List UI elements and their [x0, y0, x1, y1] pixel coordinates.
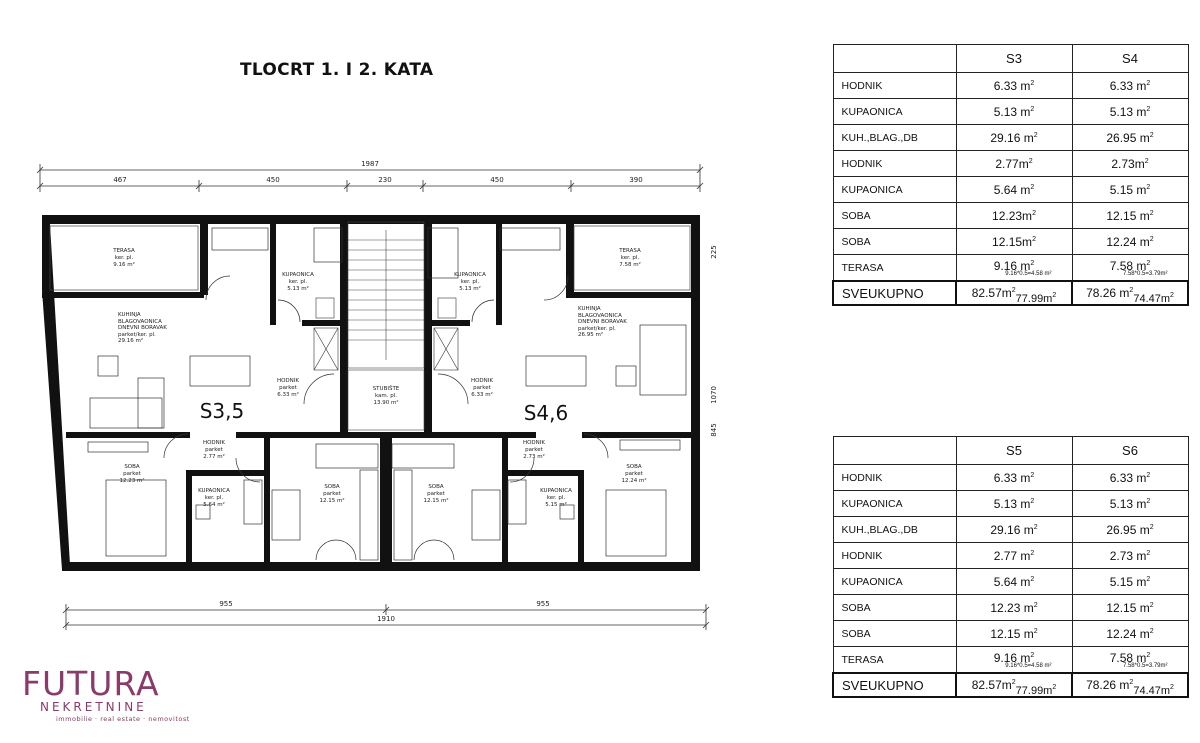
table-row [833, 125, 1188, 151]
svg-text:HODNIK: HODNIK [276, 378, 300, 384]
area-value: 5.13 m 2 [994, 497, 1035, 511]
svg-text:parket: parket [625, 471, 643, 477]
column-header: S4 [1072, 45, 1188, 73]
svg-text:ker. pl.: ker. pl. [204, 495, 224, 501]
table-row [833, 569, 1188, 595]
dim-top-3: 230 [378, 176, 392, 184]
svg-text:5.64 m²: 5.64 m² [203, 502, 225, 508]
room-label [119, 464, 144, 484]
row-label: HODNIK [833, 73, 956, 99]
svg-text:7.58 m²: 7.58 m² [619, 262, 641, 268]
room-label [454, 272, 486, 292]
svg-text:5.13 m²: 5.13 m² [459, 286, 481, 292]
svg-text:parket: parket [525, 447, 543, 453]
area-value: 12.15m 2 [992, 235, 1036, 249]
svg-text:KUPAONICA: KUPAONICA [198, 488, 230, 494]
room-label [471, 378, 493, 398]
svg-text:ker. pl.: ker. pl. [460, 279, 480, 285]
area-value: 6.33 m 2 [994, 79, 1035, 93]
area-value: 7.58 m 2 [1110, 651, 1151, 665]
svg-text:kam. pl.: kam. pl. [374, 393, 398, 399]
room-label: KUHINJA BLAGOVAONICA DNEVNI BORAVAKparket/ker. pl.26.95 m² [578, 306, 627, 338]
svg-text:9.16 m²: 9.16 m² [113, 262, 135, 268]
area-value: 12.15 m 2 [990, 627, 1037, 641]
svg-text:TERASA: TERASA [619, 248, 641, 254]
row-label: SOBA [833, 229, 956, 255]
area-value: 6.33 m 2 [994, 471, 1035, 485]
room-label [423, 484, 448, 504]
area-value: 12.15 m 2 [1106, 209, 1153, 223]
svg-text:SOBA: SOBA [124, 464, 140, 470]
logo-name: FUTURA [22, 664, 160, 703]
svg-text:ker. pl.: ker. pl. [288, 279, 308, 285]
area-note: 7.58*0.5=3.79m² [1122, 662, 1168, 669]
area-value: 5.15 m 2 [1110, 575, 1151, 589]
svg-text:ker. pl.: ker. pl. [114, 255, 134, 261]
dim-top-2: 450 [266, 176, 280, 184]
area-value: 6.33 m 2 [1110, 471, 1151, 485]
area-value: 2.73m 2 [1111, 157, 1148, 171]
area-table-s5-s6 [832, 436, 1189, 698]
svg-text:HODNIK: HODNIK [470, 378, 494, 384]
area-value: 5.64 m 2 [994, 183, 1035, 197]
row-label: KUPAONICA [833, 491, 956, 517]
table-row [833, 229, 1188, 255]
table-row [833, 73, 1188, 99]
table-row [833, 465, 1188, 491]
row-label: TERASA [833, 647, 956, 674]
area-value: 2.77m 2 [995, 157, 1032, 171]
area-value: 6.33 m 2 [1110, 79, 1151, 93]
svg-text:5.13 m²: 5.13 m² [287, 286, 309, 292]
exterior-walls [42, 215, 700, 571]
room-label [373, 385, 400, 406]
room-label [198, 488, 230, 508]
area-value: 2.77 m 2 [994, 549, 1035, 563]
table-row [833, 595, 1188, 621]
area-value: 12.24 m 2 [1106, 627, 1153, 641]
logo-tagline: immobilie · real estate · nemovitost [56, 715, 190, 723]
total-value: 82.57m 2 [972, 678, 1016, 692]
total-value: 78.26 m 2 [1086, 678, 1133, 692]
area-value: 5.13 m 2 [994, 105, 1035, 119]
table-row [833, 177, 1188, 203]
table-corner [833, 437, 956, 465]
dim-right-top: 225 [710, 245, 718, 259]
area-value: 26.95 m 2 [1106, 131, 1153, 145]
svg-text:13.90 m²: 13.90 m² [373, 400, 399, 406]
svg-text:12.23 m²: 12.23 m² [119, 478, 145, 484]
svg-text:TERASA: TERASA [113, 248, 135, 254]
row-label: KUH.,BLAG.,DB [833, 125, 956, 151]
row-label: KUPAONICA [833, 177, 956, 203]
table-row [833, 647, 1188, 674]
top-dimension-lines [37, 164, 703, 192]
area-value: 12.15 m 2 [1106, 601, 1153, 615]
area-value: 5.64 m 2 [994, 575, 1035, 589]
room-label [282, 272, 314, 292]
svg-text:parket: parket [473, 385, 491, 391]
area-value: 7.58 m 2 [1110, 259, 1151, 273]
unit-label-right: S4,6 [523, 401, 569, 425]
dim-top-1: 467 [113, 176, 127, 184]
svg-text:parket: parket [279, 385, 297, 391]
svg-text:parket: parket [323, 491, 341, 497]
dim-overall-top: 1987 [361, 160, 379, 168]
table-row [833, 203, 1188, 229]
column-header: S5 [956, 437, 1072, 465]
area-table-s3-s4 [832, 44, 1189, 306]
svg-text:6.33 m²: 6.33 m² [471, 392, 493, 398]
table-row [833, 491, 1188, 517]
room-label: KUHINJA BLAGOVAONICA DNEVNI BORAVAKparket/ker. pl.29.16 m² [118, 312, 167, 344]
row-label: HODNIK [833, 543, 956, 569]
row-label: KUPAONICA [833, 99, 956, 125]
dim-right-lower: 845 [710, 423, 718, 437]
table-row [833, 543, 1188, 569]
futura-logo [22, 664, 212, 724]
row-label: SOBA [833, 621, 956, 647]
svg-text:SOBA: SOBA [428, 484, 444, 490]
svg-text:ker. pl.: ker. pl. [546, 495, 566, 501]
room-label [319, 484, 344, 504]
table-row [833, 621, 1188, 647]
room-label [203, 440, 225, 460]
row-label: SOBA [833, 595, 956, 621]
svg-text:12.24 m²: 12.24 m² [621, 478, 647, 484]
svg-text:STUBIŠTE: STUBIŠTE [372, 386, 400, 392]
total-row [833, 673, 1188, 697]
row-label: KUPAONICA [833, 569, 956, 595]
row-label: SOBA [833, 203, 956, 229]
total-label: SVEUKUPNO [833, 673, 956, 697]
table-row [833, 99, 1188, 125]
area-value: 12.23 m 2 [990, 601, 1037, 615]
table-row [833, 517, 1188, 543]
total-value: 78.26 m 2 [1086, 286, 1133, 300]
svg-text:2.73 m²: 2.73 m² [523, 454, 545, 460]
svg-text:KUPAONICA: KUPAONICA [454, 272, 486, 278]
svg-text:KUPAONICA: KUPAONICA [282, 272, 314, 278]
row-label: HODNIK [833, 151, 956, 177]
table-row [833, 255, 1188, 282]
total-label: SVEUKUPNO [833, 281, 956, 305]
dim-right-overall: 1070 [710, 386, 718, 404]
svg-text:HODNIK: HODNIK [202, 440, 226, 446]
svg-text:12.15 m²: 12.15 m² [423, 498, 449, 504]
row-label: KUH.,BLAG.,DB [833, 517, 956, 543]
svg-text:HODNIK: HODNIK [522, 440, 546, 446]
svg-text:6.33 m²: 6.33 m² [277, 392, 299, 398]
dim-overall-bottom: 1910 [377, 615, 395, 623]
area-value: 5.13 m 2 [1110, 105, 1151, 119]
total-row [833, 281, 1188, 305]
area-value: 5.13 m 2 [1110, 497, 1151, 511]
total-value-alt: 74.47m 2 [1133, 685, 1174, 697]
room-label [112, 248, 135, 268]
svg-text:12.15 m²: 12.15 m² [319, 498, 345, 504]
area-value: 12.23m 2 [992, 209, 1036, 223]
area-value: 9.16 m 2 [994, 651, 1035, 665]
total-value-alt: 74.47m 2 [1133, 293, 1174, 305]
logo-subtitle: NEKRETNINE [40, 700, 147, 714]
area-note: 7.58*0.5=3.79m² [1122, 270, 1168, 277]
area-note: 9.16*0.5=4.58 m² [1005, 662, 1052, 669]
svg-text:parket: parket [427, 491, 445, 497]
svg-text:SOBA: SOBA [324, 484, 340, 490]
dim-bottom-1: 955 [219, 600, 233, 608]
area-value: 9.16 m 2 [994, 259, 1035, 273]
svg-text:5.15 m²: 5.15 m² [545, 502, 567, 508]
total-value-alt: 77.99m 2 [1016, 293, 1057, 305]
total-value-alt: 77.99m 2 [1016, 685, 1057, 697]
svg-text:SOBA: SOBA [626, 464, 642, 470]
plan-title: TLOCRT 1. I 2. KATA [240, 60, 434, 80]
dim-top-4: 450 [490, 176, 504, 184]
room-label [618, 248, 641, 268]
svg-text:2.77 m²: 2.77 m² [203, 454, 225, 460]
area-value: 29.16 m 2 [990, 131, 1037, 145]
row-label: HODNIK [833, 465, 956, 491]
svg-text:KUPAONICA: KUPAONICA [540, 488, 572, 494]
column-header: S3 [956, 45, 1072, 73]
svg-text:ker. pl.: ker. pl. [620, 255, 640, 261]
terraces [50, 226, 690, 290]
area-value: 2.73 m 2 [1110, 549, 1151, 563]
dim-top-5: 390 [629, 176, 643, 184]
table-corner [833, 45, 956, 73]
area-value: 12.24 m 2 [1106, 235, 1153, 249]
room-label [523, 440, 545, 460]
row-label: TERASA [833, 255, 956, 282]
table-row [833, 151, 1188, 177]
room-label [621, 464, 646, 484]
svg-text:parket: parket [123, 471, 141, 477]
column-header: S6 [1072, 437, 1188, 465]
area-value: 5.15 m 2 [1110, 183, 1151, 197]
total-value: 82.57m 2 [972, 286, 1016, 300]
area-note: 9.16*0.5=4.58 m² [1005, 270, 1052, 277]
svg-text:parket: parket [205, 447, 223, 453]
unit-label-left: S3,5 [199, 399, 245, 423]
room-label [277, 378, 299, 398]
dim-bottom-2: 955 [536, 600, 550, 608]
area-value: 29.16 m 2 [990, 523, 1037, 537]
area-value: 26.95 m 2 [1106, 523, 1153, 537]
